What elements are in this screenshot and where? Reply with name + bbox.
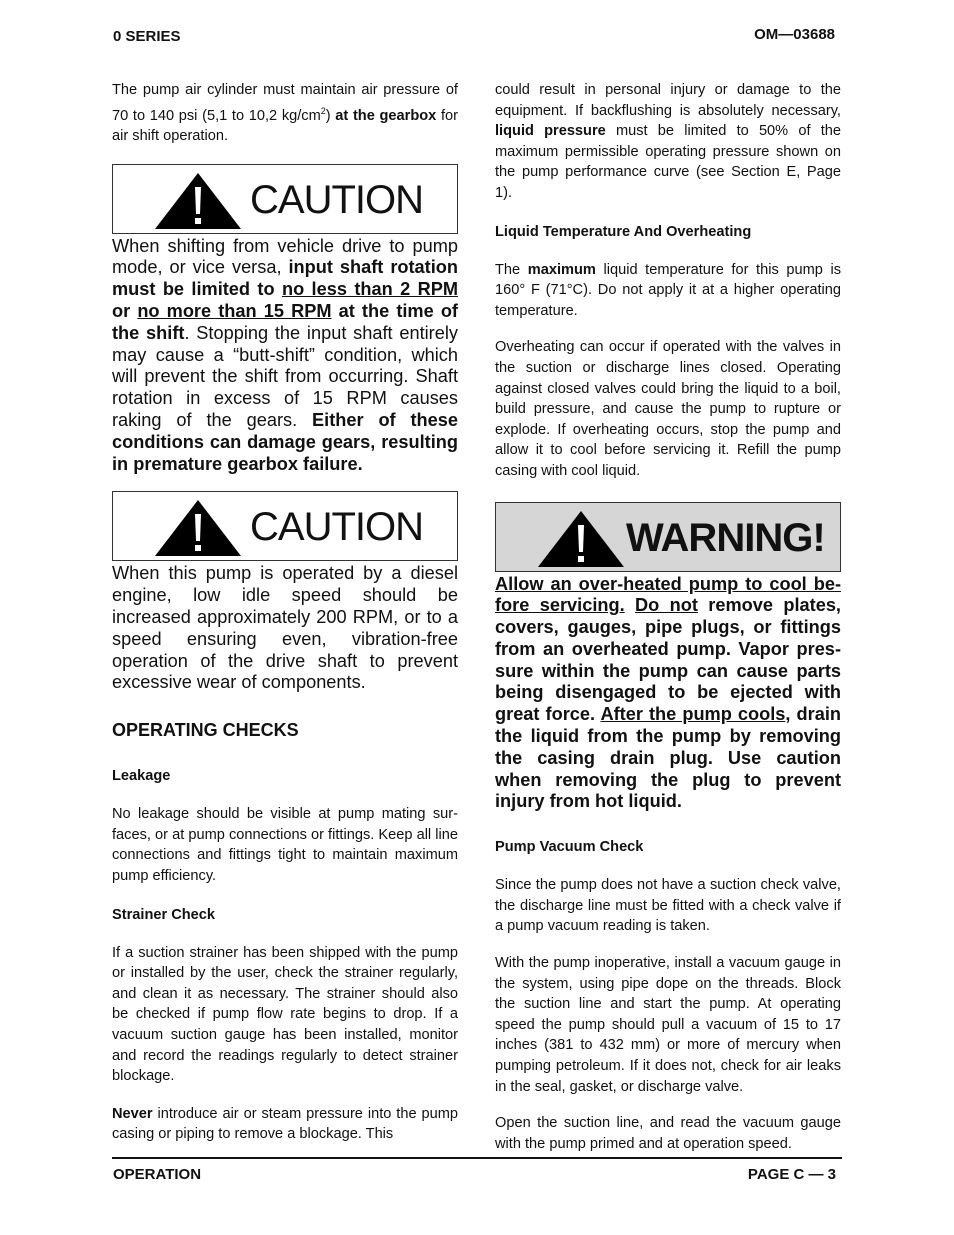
caution-banner-2 [112, 491, 458, 561]
strainer-heading: Strainer Check [112, 906, 216, 923]
footer-rule [112, 1157, 842, 1159]
warning-banner [495, 502, 841, 572]
air-pressure-paragraph: The pump air cylinder must maintain air pressure of 70 to 140 psi (5,1 to 10,2 $kg/cm^2$) at the gearbox for air shift operation. [112, 82, 458, 145]
vacuum-heading: Pump Vacuum Check [495, 839, 644, 856]
section-title: OPERATING CHECKS [112, 720, 299, 741]
strainer-paragraph: If a suction strainer has been shipped with the pump or installed by the user, check the strainer regularly, and clean it as necessary. The strainer should also be checked if pump flow rate begins to drop. If a vacuum suction gauge has been installed, monitor and record the readings regularly to detect strainer blockage. [112, 944, 458, 1085]
leakage-heading: Leakage [112, 768, 171, 785]
caution1-text: When shifting from vehicle drive to pump mode, or vice versa, input shaft rotation must be limited to no less than 2 RPM or no more than 15 RPM at the time of the shift. Stopping the input shaft entirely may cause a “butt-shift” condition, which will prevent the shift from occurring. Shaft rotation in excess of 15 RPM causes raking of the gears. Either of these conditions can damage gears, resulting in premature gearbox failure. [112, 235, 459, 474]
header-doc-number: OM—03688 [754, 26, 835, 43]
leakage-paragraph: No leakage should be visible at pump mating surfaces, or at pump connections or fittings. Keep all line connections and fittings tight to maintain maximum pump efficiency. [112, 806, 458, 884]
temperature-paragraph: The maximum liquid temperature for this pump is 160° F (71°C). Do not apply it at a higher operating temperature. [495, 261, 842, 319]
vacuum-paragraph-2: With the pump inoperative, install a vacuum gauge in the system, using pipe dope on the threads. Block the suction line and start the pump. At operating speed the pump should pull a vacuum of 15 to 17 inches (381 to 432 mm) or more of mercury when pumping petroleum. If it does not, check for air leaks in the seal, gasket, or discharge valve. [495, 955, 841, 1095]
right-column [495, 80, 841, 1154]
footer-page-number: PAGE C — 3 [747, 1166, 836, 1183]
exclamation-triangle-icon [153, 498, 243, 558]
caution-banner-1 [112, 164, 458, 234]
caution-label: CAUTION [250, 505, 423, 550]
left-column [112, 80, 458, 1145]
warning-label: WARNING! [626, 515, 825, 560]
vacuum-paragraph-1: Since the pump does not have a suction check valve, the discharge line must be fitted with a check valve if a pump vacuum reading is taken. [495, 877, 841, 935]
header-series: 0 SERIES [113, 28, 181, 45]
exclamation-triangle-icon [536, 509, 626, 569]
caution-label: CAUTION [250, 177, 423, 222]
vacuum-paragraph-3: Open the suction line, and read the vacuum gauge with the pump primed and at operation speed. [495, 1115, 841, 1152]
backflush-paragraph: could result in personal injury or damage to the equipment. If backflushing is absolutely necessary, liquid pressure must be limited to 50% of the maximum permissible operating pressure shown on the pump performance curve (see Section E, Page 1). [495, 82, 841, 201]
warning-text: Allow an over-heated pump to cool before servicing. Do not remove plates, covers, gauges, pipe plugs, or fittings from an overheated pump. Vapor pressure within the pump can cause parts being disengaged to be ejected with great force. After the pump cools, drain the liquid from the pump by removing the casing drain plug. Use caution when removing the plug to prevent injury from hot liquid. [495, 573, 841, 812]
never-paragraph: Never introduce air or steam pressure into the pump casing or piping to remove a blockage. This [112, 1105, 458, 1143]
caution2-text: When this pump is operated by a diesel engine, low idle speed should be increased approximately 200 RPM, or to a speed ensuring even, vibration-free operation of the drive shaft to prevent excessive wear of components. [112, 563, 458, 693]
overheating-paragraph: Overheating can occur if operated with the valves in the suction or discharge lines closed. Operating against closed valves could bring the liquid to a boil, build pressure, and cause the pump to rupture or explode. If overheating occurs, stop the pump and allow it to cool before servicing it. Refill the pump casing with cool liquid. [495, 339, 841, 479]
exclamation-triangle-icon [153, 171, 243, 231]
temperature-heading: Liquid Temperature And Overheating [495, 223, 752, 240]
footer-section: OPERATION [113, 1166, 202, 1183]
